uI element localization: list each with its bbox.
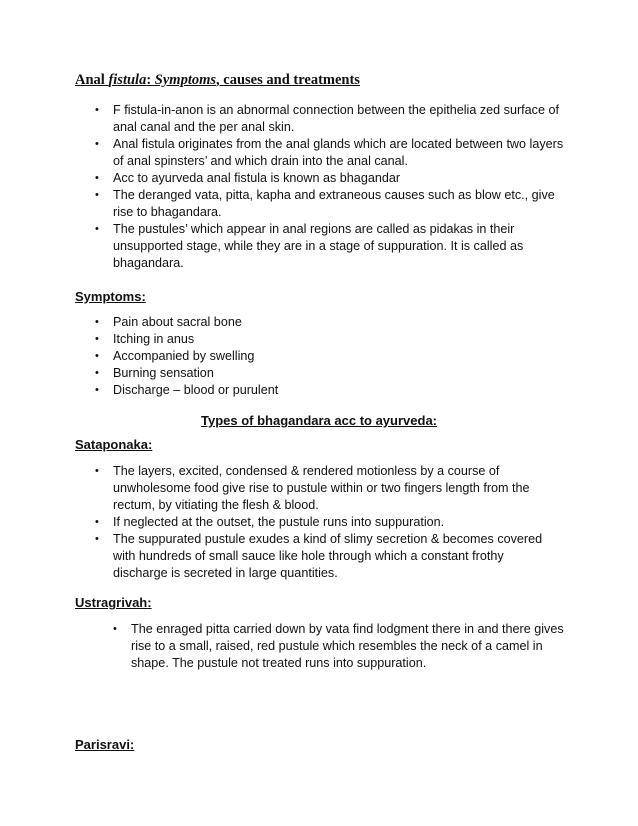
- title-part-3: :: [146, 72, 155, 88]
- list-item-text: Acc to ayurveda anal fistula is known as bhagandar: [113, 171, 401, 185]
- list-item: [96, 514, 552, 531]
- list-item-text: F fistula-in-anon is an abnormal connection between the epithelia zed surface of anal canal and the per anal skin.: [113, 103, 559, 134]
- types-heading: Types of bhagandara acc to ayurveda:: [201, 413, 437, 428]
- intro-list: [96, 102, 572, 272]
- bullet-icon: •: [95, 516, 99, 528]
- sataponaka-list: [96, 463, 552, 582]
- ustragrivah-heading: Ustragrivah:: [75, 595, 152, 610]
- title-part-1: Anal: [75, 72, 109, 88]
- list-item-text: Accompanied by swelling: [113, 349, 255, 363]
- list-item-text: Anal fistula originates from the anal glands which are located between two layers of anal spinsters’ and which drain into the anal canal.: [113, 137, 564, 168]
- list-item: [96, 531, 552, 582]
- bullet-icon: •: [95, 367, 99, 379]
- list-item: [96, 102, 572, 136]
- title-part-4: Symptoms: [154, 72, 217, 88]
- list-item: [96, 187, 572, 221]
- bullet-icon: •: [95, 138, 99, 150]
- symptoms-heading: Symptoms:: [75, 289, 146, 304]
- list-item-text: Itching in anus: [113, 332, 195, 346]
- bullet-icon: •: [95, 384, 99, 396]
- list-item: [96, 136, 572, 170]
- list-item: [96, 463, 552, 514]
- page-title: [75, 72, 360, 89]
- list-item-text: The deranged vata, pitta, kapha and extraneous causes such as blow etc., give rise to bhagandara.: [113, 188, 555, 219]
- list-item: [96, 170, 572, 187]
- list-item-text: Burning sensation: [113, 366, 214, 380]
- list-item-text: The pustules’ which appear in anal regions are called as pidakas in their unsupported stage, while they are in a stage of suppuration. It is called as bhagandara.: [113, 222, 524, 270]
- list-item: [96, 365, 572, 382]
- list-item: [114, 621, 570, 672]
- title-part-5: , causes and treatments: [216, 72, 360, 88]
- list-item: [96, 348, 572, 365]
- parisravi-heading: Parisravi:: [75, 737, 135, 752]
- list-item-text: Pain about sacral bone: [113, 315, 242, 329]
- bullet-icon: •: [95, 465, 99, 477]
- bullet-icon: •: [95, 533, 99, 545]
- list-item-text: Discharge – blood or purulent: [113, 383, 279, 397]
- list-item: [96, 331, 572, 348]
- list-item-text: If neglected at the outset, the pustule runs into suppuration.: [113, 515, 445, 529]
- bullet-icon: •: [95, 350, 99, 362]
- bullet-icon: •: [113, 623, 117, 635]
- bullet-icon: •: [95, 104, 99, 116]
- list-item: [96, 221, 572, 272]
- list-item-text: The suppurated pustule exudes a kind of slimy secretion & becomes covered with hundreds of small sauce like hole through which a constant frothy discharge is secreted in large quantities.: [113, 532, 543, 580]
- list-item-text: The layers, excited, condensed & rendered motionless by a course of unwholesome food give rise to pustule within or two fingers length from the rectum, by vitiating the flesh & blood.: [113, 464, 530, 512]
- bullet-icon: •: [95, 172, 99, 184]
- bullet-icon: •: [95, 333, 99, 345]
- bullet-icon: •: [95, 223, 99, 235]
- ustragrivah-list: [114, 621, 570, 672]
- title-part-2: fistula: [108, 72, 147, 88]
- bullet-icon: •: [95, 189, 99, 201]
- list-item-text: The enraged pitta carried down by vata find lodgment there in and there gives rise to a small, raised, red pustule which resembles the neck of a camel in shape. The pustule not treated runs into suppuration.: [131, 622, 564, 670]
- list-item: [96, 314, 572, 331]
- list-item: [96, 382, 572, 399]
- symptoms-list: [96, 314, 572, 399]
- sataponaka-heading: Sataponaka:: [75, 437, 153, 452]
- bullet-icon: •: [95, 316, 99, 328]
